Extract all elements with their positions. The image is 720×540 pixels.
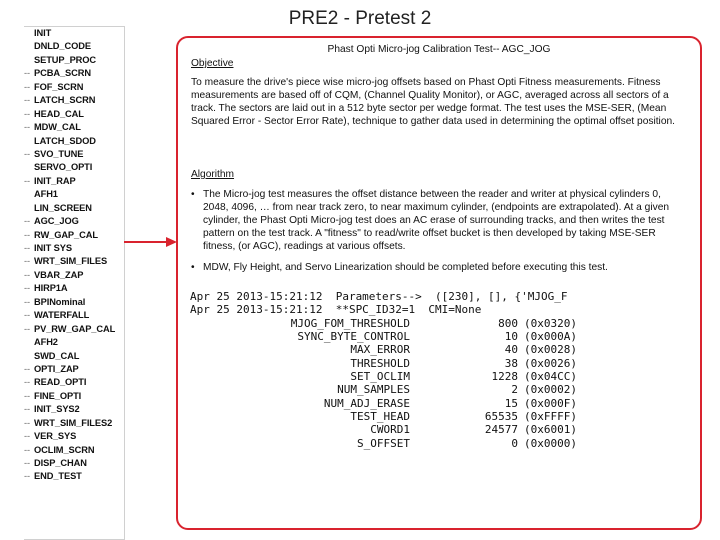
test-step-item — [24, 94, 115, 107]
tree-connector: -- — [24, 148, 30, 159]
tree-connector: -- — [24, 417, 30, 428]
test-step-item — [24, 121, 115, 134]
test-step-item — [24, 161, 115, 174]
test-step-item — [24, 444, 115, 457]
parameter-decimal: 15 — [504, 396, 518, 410]
test-step-item — [24, 148, 115, 161]
test-step-label: SETUP_PROC — [34, 54, 97, 65]
test-step-label: VER_SYS — [34, 431, 77, 442]
parameter-row — [190, 317, 604, 330]
parameter-decimal: 24577 — [484, 423, 518, 437]
parameter-hex: (0x0028) — [524, 343, 577, 357]
parameter-name: SYNC_BYTE_CONTROL — [297, 330, 410, 344]
tree-connector: -- — [24, 404, 30, 415]
test-step-item — [24, 108, 115, 121]
tree-connector: -- — [24, 122, 30, 133]
tree-connector: -- — [24, 229, 30, 240]
parameter-name: TEST_HEAD — [350, 410, 410, 424]
test-step-item — [24, 350, 115, 363]
arrow-right-icon — [124, 236, 178, 248]
test-step-label: END_TEST — [34, 471, 82, 482]
parameter-name: S_OFFSET — [357, 436, 410, 450]
parameter-row — [190, 343, 604, 356]
test-step-item — [24, 403, 115, 416]
test-step-label: VBAR_ZAP — [34, 269, 84, 280]
test-step-label: INIT_RAP — [34, 175, 76, 186]
tree-connector: -- — [24, 81, 30, 92]
parameter-name: NUM_ADJ_ERASE — [323, 396, 410, 410]
test-step-label: INIT SYS — [34, 243, 72, 253]
test-step-item — [24, 40, 115, 53]
tree-connector: -- — [24, 431, 30, 442]
test-step-label: SERVO_OPTI — [34, 162, 93, 173]
test-step-item — [24, 363, 115, 376]
parameter-row — [190, 437, 604, 450]
parameter-row — [190, 357, 604, 370]
slide-title: PRE2 - Pretest 2 — [288, 8, 432, 29]
test-step-item — [24, 457, 115, 470]
test-step-label: WRT_SIM_FILES2 — [34, 417, 113, 428]
test-step-label: AFH1 — [34, 189, 58, 200]
test-step-item — [24, 215, 115, 228]
parameter-name: THRESHOLD — [350, 356, 410, 370]
terminal-line: Apr 25 2013-15:21:12 **SPC_ID32=1 CMI=None — [190, 303, 482, 317]
parameter-name: NUM_SAMPLES — [337, 383, 410, 397]
test-step-item — [24, 255, 115, 268]
test-step-item — [24, 336, 115, 349]
test-step-label: DISP_CHAN — [34, 458, 87, 468]
test-step-item — [24, 282, 115, 295]
test-step-label: LATCH_SDOD — [34, 135, 96, 146]
test-step-label: BPINominal — [34, 296, 86, 307]
tree-connector: -- — [24, 269, 30, 280]
parameter-hex: (0x04CC) — [524, 370, 577, 384]
test-step-label: DNLD_CODE — [34, 41, 91, 52]
test-step-item — [24, 242, 115, 255]
parameter-hex: (0x0002) — [524, 383, 577, 397]
algorithm-bullet-text: The Micro-jog test measures the offset distance between the reader and writer at physical cylinders 0, 2048, 4096, … from near track zero, to near maximum cylinder, (endpoints are extrapolated). At a given cylinder, the Phast Opti Micro-jog test does an AC erase of surrounding tracks, and then writes the test pattern on the test track. A "fitness" to read/write offset bucket is then developed by taking MSE-SER fitness, (or AGC), readings at various offsets. — [203, 189, 670, 252]
test-step-item — [24, 67, 115, 80]
tree-connector: -- — [24, 323, 30, 334]
tree-connector: -- — [24, 390, 30, 401]
parameter-row — [190, 397, 604, 410]
test-step-label: HEAD_CAL — [34, 108, 84, 119]
test-step-label: WRT_SIM_FILES — [34, 256, 108, 267]
parameter-hex: (0x0000) — [524, 436, 577, 450]
test-step-label: SVO_TUNE — [34, 148, 84, 159]
objective-text: To measure the drive's piece wise micro-jog offsets based on Phast Opti Fitness measurements. Fitness measurements are based off of CQM, (Channel Quality Monitor), or AGC, averaged across all sectors of a track. The sectors are laid out in a 512 byte sector per wedge format. The test uses the MSE-SER, (Mean Squared Error - Sector Error Rate), technique to gather data used in determining the optimal offset position. — [191, 77, 675, 127]
test-step-label: SWD_CAL — [34, 350, 80, 361]
parameter-table — [190, 317, 604, 450]
parameter-decimal: 65535 — [484, 410, 518, 424]
tree-connector: -- — [24, 243, 30, 253]
parameter-hex: (0x000A) — [524, 330, 577, 344]
test-step-item — [24, 81, 115, 94]
test-step-item — [24, 202, 115, 215]
test-step-item — [24, 54, 115, 67]
bullet-marker: • — [191, 262, 195, 273]
terminal-output — [190, 290, 604, 466]
test-step-item — [24, 323, 115, 336]
test-step-label: LATCH_SCRN — [34, 95, 96, 106]
parameter-decimal: 0 — [511, 436, 518, 450]
parameter-row — [190, 370, 604, 383]
parameter-hex: (0xFFFF) — [524, 410, 577, 424]
parameter-decimal: 10 — [504, 330, 518, 344]
parameter-row — [190, 410, 604, 423]
test-step-item — [24, 417, 115, 430]
test-step-label: WATERFALL — [34, 310, 90, 321]
test-step-label: LIN_SCREEN — [34, 202, 92, 213]
parameter-decimal: 1228 — [491, 370, 518, 384]
tree-connector: -- — [24, 296, 30, 307]
test-step-label: RW_GAP_CAL — [34, 229, 98, 240]
test-step-item — [24, 470, 115, 483]
algorithm-label: Algorithm — [191, 169, 235, 180]
parameter-decimal: 38 — [504, 356, 518, 370]
test-step-label: FINE_OPTI — [34, 390, 82, 401]
test-step-label: AFH2 — [34, 337, 58, 348]
parameter-name: MJOG_FOM_THRESHOLD — [290, 316, 410, 330]
tree-connector: -- — [24, 95, 30, 106]
parameter-name: MAX_ERROR — [350, 343, 410, 357]
test-step-item — [24, 376, 115, 389]
parameter-row — [190, 383, 604, 396]
parameter-decimal: 800 — [498, 316, 518, 330]
test-step-item — [24, 430, 115, 443]
tree-connector: -- — [24, 68, 30, 79]
bullet-marker: • — [191, 189, 195, 200]
parameter-decimal: 40 — [504, 343, 518, 357]
parameter-row — [190, 423, 604, 436]
algorithm-bullet-1 — [191, 189, 689, 254]
test-step-label: READ_OPTI — [34, 377, 87, 388]
tree-connector: -- — [24, 175, 30, 186]
test-step-label: INIT — [34, 28, 52, 38]
tree-connector: -- — [24, 310, 30, 321]
parameter-row — [190, 330, 604, 343]
test-title: Phast Opti Micro-jog Calibration Test-- AGC_JOG — [327, 44, 551, 55]
tree-connector: -- — [24, 377, 30, 388]
test-step-item — [24, 188, 115, 201]
test-step-label: PCBA_SCRN — [34, 68, 91, 79]
test-step-label: PV_RW_GAP_CAL — [34, 323, 116, 334]
test-step-label: FOF_SCRN — [34, 81, 84, 92]
parameter-decimal: 2 — [511, 383, 518, 397]
test-sequence-list — [24, 27, 115, 484]
tree-connector: -- — [24, 363, 30, 374]
parameter-hex: (0x000F) — [524, 396, 577, 410]
test-step-item — [24, 229, 115, 242]
test-step-label: AGC_JOG — [34, 216, 79, 227]
test-step-item — [24, 175, 115, 188]
test-step-label: OPTI_ZAP — [34, 363, 79, 374]
parameter-hex: (0x0026) — [524, 356, 577, 370]
algorithm-bullet-text: MDW, Fly Height, and Servo Linearization should be completed before executing this test. — [203, 262, 608, 273]
test-step-label: INIT_SYS2 — [34, 404, 80, 415]
tree-connector: -- — [24, 471, 30, 482]
parameter-hex: (0x6001) — [524, 423, 577, 437]
tree-connector: -- — [24, 256, 30, 267]
tree-connector: -- — [24, 283, 30, 294]
tree-connector: -- — [24, 458, 30, 468]
test-step-label: HIRP1A — [34, 283, 68, 294]
tree-connector: -- — [24, 108, 30, 119]
test-step-item — [24, 27, 115, 40]
test-step-item — [24, 309, 115, 322]
parameter-name: CWORD1 — [370, 423, 410, 437]
test-step-item — [24, 296, 115, 309]
algorithm-bullet-2 — [191, 262, 689, 275]
test-step-label: OCLIM_SCRN — [34, 444, 95, 455]
tree-connector: -- — [24, 444, 30, 455]
test-step-item — [24, 135, 115, 148]
test-step-label: MDW_CAL — [34, 122, 81, 133]
parameter-hex: (0x0320) — [524, 316, 577, 330]
terminal-line: Apr 25 2013-15:21:12 Parameters--> ([230], [], {'MJOG_F — [190, 290, 568, 303]
test-step-item — [24, 269, 115, 282]
tree-connector: -- — [24, 216, 30, 227]
objective-label: Objective — [191, 58, 234, 69]
parameter-name: SET_OCLIM — [350, 370, 410, 384]
test-step-item — [24, 390, 115, 403]
